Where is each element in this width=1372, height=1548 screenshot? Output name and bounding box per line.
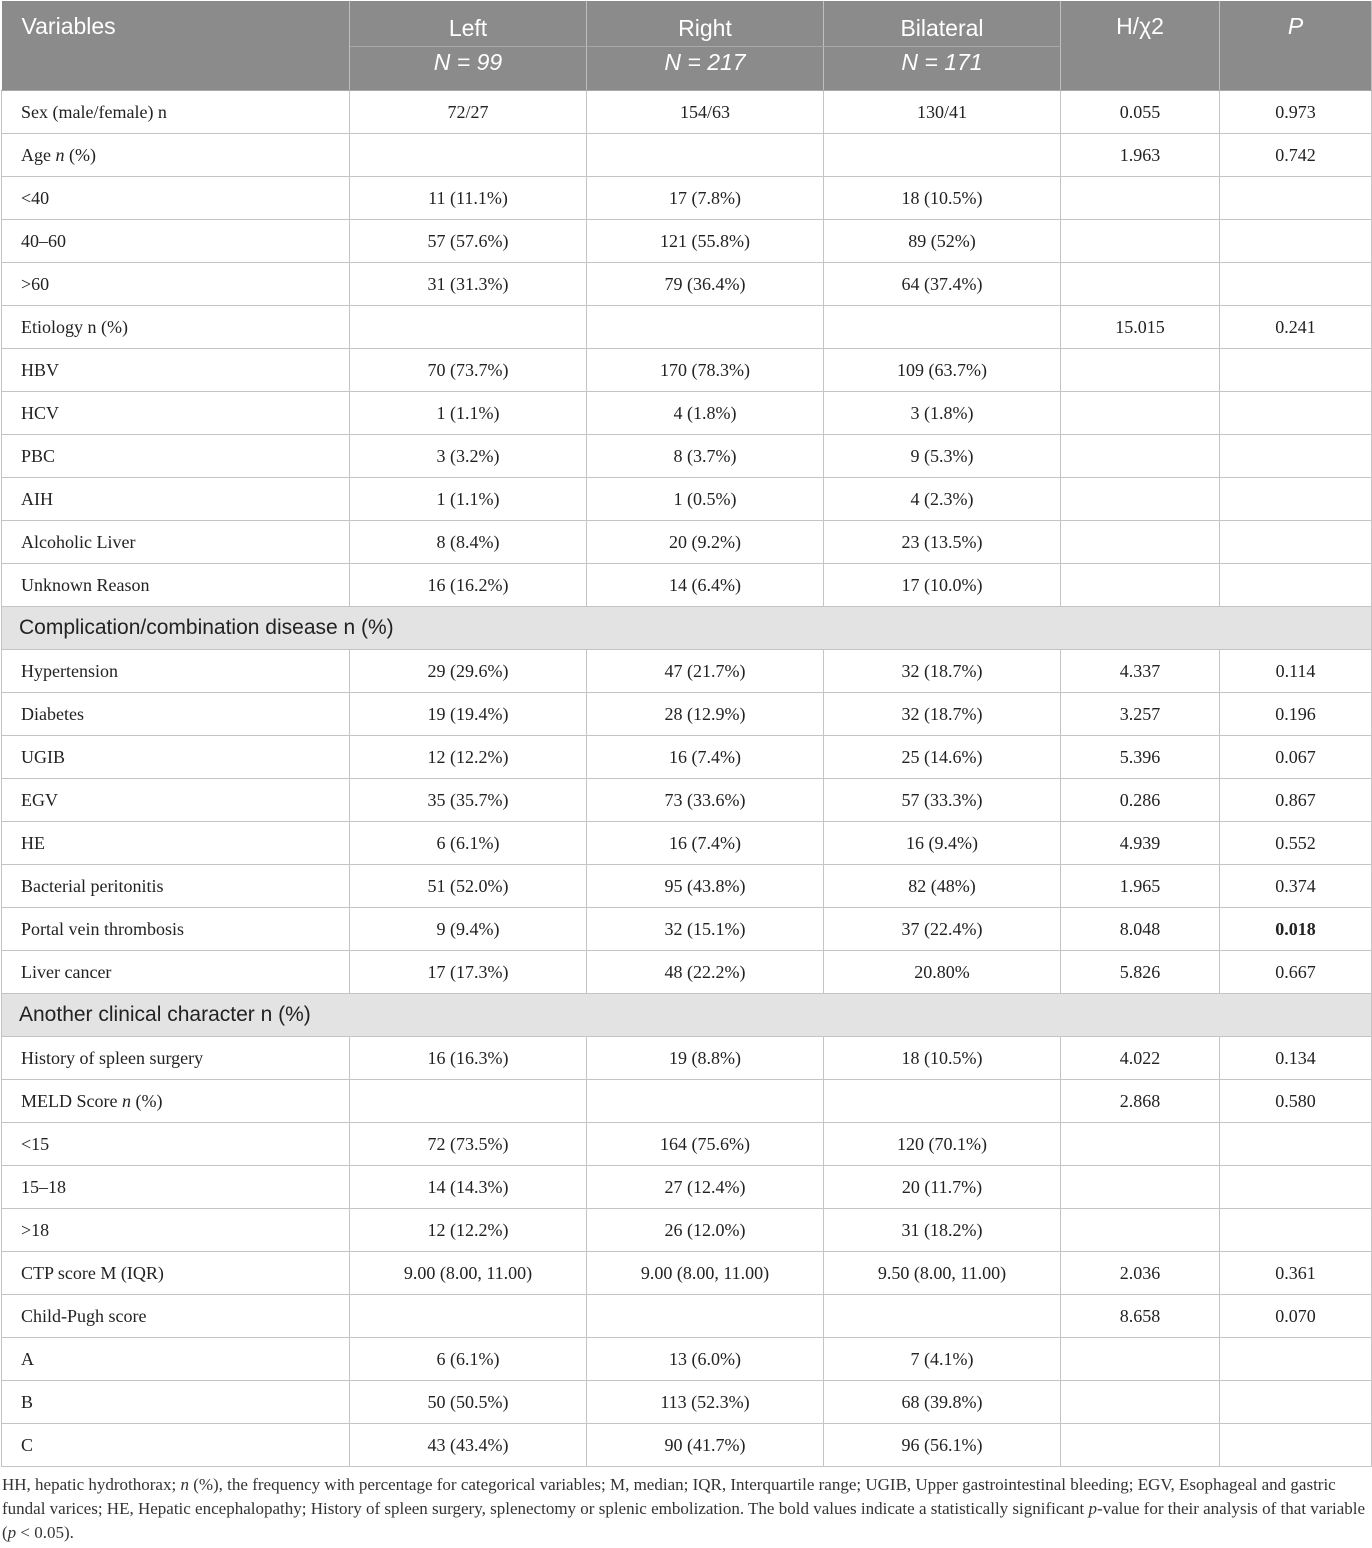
cell-stat [1061, 1381, 1220, 1424]
results-table [1, 1, 1372, 1467]
cell-bilateral [824, 1295, 1061, 1338]
row-label: HCV [2, 392, 350, 435]
cell-left: 17 (17.3%) [350, 951, 587, 994]
table-row [2, 1338, 1372, 1381]
cell-right: 170 (78.3%) [587, 349, 824, 392]
cell-right: 32 (15.1%) [587, 908, 824, 951]
cell-stat: 15.015 [1061, 306, 1220, 349]
label-text: (%) [130, 1090, 163, 1111]
cell-left [350, 134, 587, 177]
cell-p [1220, 435, 1372, 478]
cell-right: 154/63 [587, 91, 824, 134]
cell-right: 17 (7.8%) [587, 177, 824, 220]
cell-stat: 8.048 [1061, 908, 1220, 951]
cell-right: 9.00 (8.00, 11.00) [587, 1252, 824, 1295]
cell-bilateral: 57 (33.3%) [824, 779, 1061, 822]
cell-right: 4 (1.8%) [587, 392, 824, 435]
cell-p [1220, 392, 1372, 435]
cell-bilateral: 9 (5.3%) [824, 435, 1061, 478]
cell-right: 95 (43.8%) [587, 865, 824, 908]
table-row [2, 263, 1372, 306]
footnote-p: p [7, 1523, 17, 1542]
cell-stat [1061, 1209, 1220, 1252]
cell-right: 16 (7.4%) [587, 822, 824, 865]
cell-right [587, 1295, 824, 1338]
cell-stat: 4.939 [1061, 822, 1220, 865]
cell-left: 72 (73.5%) [350, 1123, 587, 1166]
row-label: Alcoholic Liver [2, 521, 350, 564]
cell-right: 90 (41.7%) [587, 1424, 824, 1467]
cell-p-significant: 0.018 [1220, 908, 1372, 951]
header-p: P [1220, 1, 1372, 91]
cell-bilateral: 64 (37.4%) [824, 263, 1061, 306]
cell-p: 0.552 [1220, 822, 1372, 865]
cell-right: 47 (21.7%) [587, 650, 824, 693]
table-body [2, 91, 1372, 1467]
cell-bilateral: 18 (10.5%) [824, 1037, 1061, 1080]
cell-right: 121 (55.8%) [587, 220, 824, 263]
table-row [2, 392, 1372, 435]
cell-stat [1061, 392, 1220, 435]
cell-p: 0.374 [1220, 865, 1372, 908]
cell-p: 0.196 [1220, 693, 1372, 736]
table-row [2, 736, 1372, 779]
cell-left [350, 306, 587, 349]
cell-p: 0.134 [1220, 1037, 1372, 1080]
cell-stat [1061, 263, 1220, 306]
cell-stat [1061, 349, 1220, 392]
cell-bilateral: 32 (18.7%) [824, 693, 1061, 736]
cell-stat: 1.965 [1061, 865, 1220, 908]
cell-left: 3 (3.2%) [350, 435, 587, 478]
cell-p [1220, 1424, 1372, 1467]
cell-p [1220, 1381, 1372, 1424]
cell-right: 73 (33.6%) [587, 779, 824, 822]
cell-stat [1061, 478, 1220, 521]
cell-right: 27 (12.4%) [587, 1166, 824, 1209]
table-row [2, 1295, 1372, 1338]
cell-stat [1061, 521, 1220, 564]
header-left: Left [350, 1, 587, 47]
cell-left: 16 (16.2%) [350, 564, 587, 607]
row-label: Unknown Reason [2, 564, 350, 607]
cell-right: 19 (8.8%) [587, 1037, 824, 1080]
table-row [2, 220, 1372, 263]
table-row [2, 306, 1372, 349]
row-label: 40–60 [2, 220, 350, 263]
cell-bilateral: 4 (2.3%) [824, 478, 1061, 521]
cell-left: 9 (9.4%) [350, 908, 587, 951]
row-label: CTP score M (IQR) [2, 1252, 350, 1295]
cell-bilateral: 25 (14.6%) [824, 736, 1061, 779]
table-row [2, 822, 1372, 865]
cell-right: 1 (0.5%) [587, 478, 824, 521]
cell-bilateral: 96 (56.1%) [824, 1424, 1061, 1467]
row-label: UGIB [2, 736, 350, 779]
footnote-p: p [1088, 1499, 1097, 1518]
label-n: n [55, 144, 65, 165]
cell-p [1220, 1123, 1372, 1166]
cell-right [587, 306, 824, 349]
row-label: B [2, 1381, 350, 1424]
cell-p: 0.114 [1220, 650, 1372, 693]
cell-stat [1061, 177, 1220, 220]
footnote-n: n [180, 1475, 189, 1494]
row-label: History of spleen surgery [2, 1037, 350, 1080]
row-label: Child-Pugh score [2, 1295, 350, 1338]
cell-p [1220, 564, 1372, 607]
cell-bilateral: 7 (4.1%) [824, 1338, 1061, 1381]
row-label: EGV [2, 779, 350, 822]
row-label [2, 134, 350, 177]
row-label: Sex (male/female) n [2, 91, 350, 134]
label-text: MELD Score [21, 1090, 122, 1111]
table-row [2, 1252, 1372, 1295]
cell-p: 0.241 [1220, 306, 1372, 349]
cell-left: 29 (29.6%) [350, 650, 587, 693]
cell-stat: 1.963 [1061, 134, 1220, 177]
table-row [2, 1381, 1372, 1424]
cell-stat: 0.286 [1061, 779, 1220, 822]
cell-stat: 2.868 [1061, 1080, 1220, 1123]
cell-stat: 5.396 [1061, 736, 1220, 779]
cell-p [1220, 263, 1372, 306]
row-label: Etiology n (%) [2, 306, 350, 349]
cell-bilateral: 3 (1.8%) [824, 392, 1061, 435]
cell-stat [1061, 564, 1220, 607]
cell-bilateral [824, 306, 1061, 349]
cell-left: 1 (1.1%) [350, 478, 587, 521]
cell-p [1220, 1338, 1372, 1381]
section-header-row [2, 607, 1372, 650]
section-title: Complication/combination disease n (%) [2, 607, 1372, 650]
table-row [2, 521, 1372, 564]
cell-left: 12 (12.2%) [350, 736, 587, 779]
cell-bilateral: 20.80% [824, 951, 1061, 994]
cell-right: 113 (52.3%) [587, 1381, 824, 1424]
row-label: <40 [2, 177, 350, 220]
cell-right: 28 (12.9%) [587, 693, 824, 736]
cell-bilateral: 20 (11.7%) [824, 1166, 1061, 1209]
table-row [2, 908, 1372, 951]
cell-right: 79 (36.4%) [587, 263, 824, 306]
cell-bilateral: 18 (10.5%) [824, 177, 1061, 220]
table-row [2, 435, 1372, 478]
table-row [2, 478, 1372, 521]
cell-p: 0.973 [1220, 91, 1372, 134]
row-label: HE [2, 822, 350, 865]
cell-p: 0.867 [1220, 779, 1372, 822]
table-row [2, 779, 1372, 822]
header-right: Right [587, 1, 824, 47]
footnote-text: HH, hepatic hydrothorax; [2, 1475, 181, 1494]
cell-left: 57 (57.6%) [350, 220, 587, 263]
cell-left: 12 (12.2%) [350, 1209, 587, 1252]
header-n-right: N = 217 [587, 47, 824, 91]
label-text: (%) [64, 144, 96, 165]
cell-bilateral: 16 (9.4%) [824, 822, 1061, 865]
cell-left: 35 (35.7%) [350, 779, 587, 822]
cell-bilateral: 109 (63.7%) [824, 349, 1061, 392]
cell-bilateral: 130/41 [824, 91, 1061, 134]
header-variables: Variables [2, 1, 350, 91]
cell-stat: 4.022 [1061, 1037, 1220, 1080]
table-row [2, 91, 1372, 134]
cell-left [350, 1295, 587, 1338]
cell-left: 16 (16.3%) [350, 1037, 587, 1080]
label-text: Age [21, 144, 56, 165]
cell-right: 20 (9.2%) [587, 521, 824, 564]
cell-stat: 4.337 [1061, 650, 1220, 693]
footnote-text: < 0.05). [16, 1523, 74, 1542]
row-label: C [2, 1424, 350, 1467]
cell-left [350, 1080, 587, 1123]
cell-left: 50 (50.5%) [350, 1381, 587, 1424]
cell-right: 8 (3.7%) [587, 435, 824, 478]
row-label: AIH [2, 478, 350, 521]
cell-stat: 5.826 [1061, 951, 1220, 994]
cell-stat: 3.257 [1061, 693, 1220, 736]
cell-stat [1061, 1338, 1220, 1381]
footnote-text: (%), the frequency with percentage for categorical variables; M, median; IQR, Interquartile range; UGIB, Upper gastrointestinal bleeding; EGV, Esophageal and gastric fundal varices; HE, Hepatic encephalopathy; History of spleen surgery, splenectomy or splenic embolization. The bold values indicate a statistically significant [2, 1475, 1336, 1518]
cell-p: 0.667 [1220, 951, 1372, 994]
cell-p: 0.070 [1220, 1295, 1372, 1338]
cell-p [1220, 478, 1372, 521]
cell-p [1220, 521, 1372, 564]
cell-right: 16 (7.4%) [587, 736, 824, 779]
cell-left: 43 (43.4%) [350, 1424, 587, 1467]
cell-left: 31 (31.3%) [350, 263, 587, 306]
cell-bilateral [824, 1080, 1061, 1123]
table-row [2, 177, 1372, 220]
table-row [2, 1166, 1372, 1209]
table-row [2, 349, 1372, 392]
table-row [2, 650, 1372, 693]
cell-bilateral: 89 (52%) [824, 220, 1061, 263]
section-header-row [2, 994, 1372, 1037]
cell-stat: 0.055 [1061, 91, 1220, 134]
table-row [2, 564, 1372, 607]
cell-p [1220, 349, 1372, 392]
cell-bilateral: 31 (18.2%) [824, 1209, 1061, 1252]
cell-p: 0.742 [1220, 134, 1372, 177]
cell-p [1220, 1166, 1372, 1209]
cell-left: 72/27 [350, 91, 587, 134]
cell-bilateral: 23 (13.5%) [824, 521, 1061, 564]
cell-right [587, 1080, 824, 1123]
table-header [2, 1, 1372, 91]
section-title: Another clinical character n (%) [2, 994, 1372, 1037]
cell-right: 48 (22.2%) [587, 951, 824, 994]
cell-right: 14 (6.4%) [587, 564, 824, 607]
cell-stat [1061, 220, 1220, 263]
cell-p [1220, 177, 1372, 220]
table-row [2, 134, 1372, 177]
row-label: Portal vein thrombosis [2, 908, 350, 951]
header-n-left: N = 99 [350, 47, 587, 91]
row-label: Liver cancer [2, 951, 350, 994]
cell-bilateral: 68 (39.8%) [824, 1381, 1061, 1424]
cell-p: 0.067 [1220, 736, 1372, 779]
row-label: 15–18 [2, 1166, 350, 1209]
cell-stat: 8.658 [1061, 1295, 1220, 1338]
table-row [2, 865, 1372, 908]
row-label: Diabetes [2, 693, 350, 736]
table-row [2, 1123, 1372, 1166]
cell-left: 51 (52.0%) [350, 865, 587, 908]
cell-p: 0.580 [1220, 1080, 1372, 1123]
cell-bilateral: 120 (70.1%) [824, 1123, 1061, 1166]
cell-right: 13 (6.0%) [587, 1338, 824, 1381]
cell-p [1220, 1209, 1372, 1252]
cell-left: 8 (8.4%) [350, 521, 587, 564]
cell-left: 6 (6.1%) [350, 822, 587, 865]
table-row [2, 1080, 1372, 1123]
row-label: A [2, 1338, 350, 1381]
cell-bilateral [824, 134, 1061, 177]
cell-stat [1061, 1166, 1220, 1209]
header-n-bilateral: N = 171 [824, 47, 1061, 91]
row-label: >18 [2, 1209, 350, 1252]
cell-bilateral: 32 (18.7%) [824, 650, 1061, 693]
cell-stat: 2.036 [1061, 1252, 1220, 1295]
cell-bilateral: 82 (48%) [824, 865, 1061, 908]
table-footnote [0, 1467, 1372, 1545]
cell-left: 19 (19.4%) [350, 693, 587, 736]
cell-stat [1061, 435, 1220, 478]
header-bilateral: Bilateral [824, 1, 1061, 47]
row-label: HBV [2, 349, 350, 392]
cell-bilateral: 17 (10.0%) [824, 564, 1061, 607]
row-label: Bacterial peritonitis [2, 865, 350, 908]
table-row [2, 1037, 1372, 1080]
table-row [2, 1424, 1372, 1467]
cell-p [1220, 220, 1372, 263]
table-row [2, 693, 1372, 736]
table-row [2, 951, 1372, 994]
label-n: n [121, 1090, 131, 1111]
table-row [2, 1209, 1372, 1252]
cell-left: 1 (1.1%) [350, 392, 587, 435]
cell-stat [1061, 1123, 1220, 1166]
cell-left: 6 (6.1%) [350, 1338, 587, 1381]
footnote-text: -value for their analysis of that variable ( [2, 1499, 1366, 1542]
cell-bilateral: 9.50 (8.00, 11.00) [824, 1252, 1061, 1295]
cell-p: 0.361 [1220, 1252, 1372, 1295]
cell-bilateral: 37 (22.4%) [824, 908, 1061, 951]
cell-left: 9.00 (8.00, 11.00) [350, 1252, 587, 1295]
header-stat: H/χ2 [1061, 1, 1220, 91]
cell-left: 11 (11.1%) [350, 177, 587, 220]
row-label: PBC [2, 435, 350, 478]
cell-stat [1061, 1424, 1220, 1467]
cell-right: 164 (75.6%) [587, 1123, 824, 1166]
row-label: <15 [2, 1123, 350, 1166]
cell-right [587, 134, 824, 177]
cell-left: 70 (73.7%) [350, 349, 587, 392]
cell-right: 26 (12.0%) [587, 1209, 824, 1252]
row-label: Hypertension [2, 650, 350, 693]
row-label: >60 [2, 263, 350, 306]
row-label [2, 1080, 350, 1123]
cell-left: 14 (14.3%) [350, 1166, 587, 1209]
